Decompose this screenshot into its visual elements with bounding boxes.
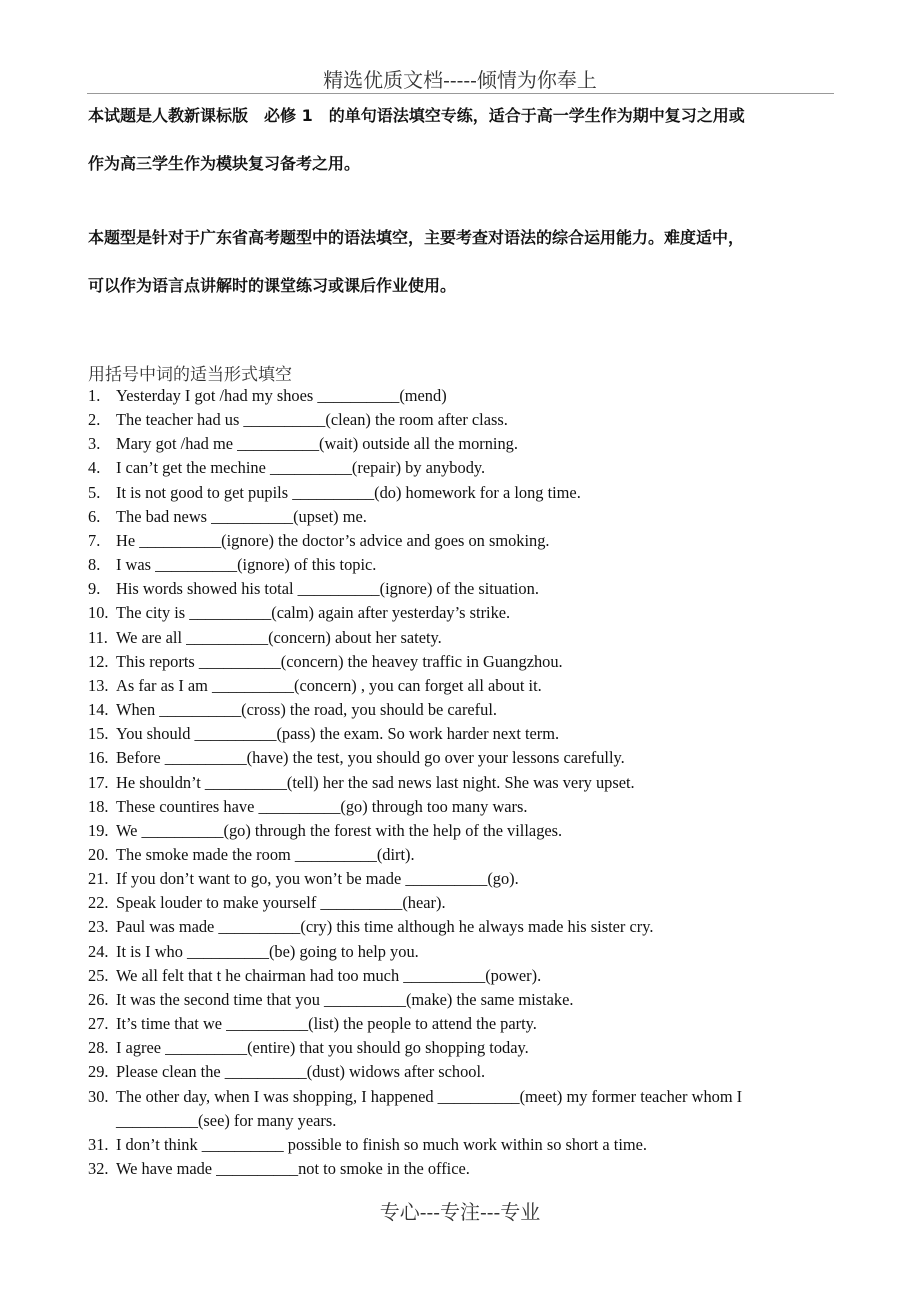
question-text: The teacher had us __________(clean) the room after class. — [116, 410, 508, 430]
question-text: It’s time that we __________(list) the people to attend the party. — [116, 1014, 537, 1034]
question-item — [88, 1060, 838, 1084]
question-item — [88, 891, 838, 915]
question-item — [88, 964, 838, 988]
question-item — [88, 456, 838, 480]
question-text: If you don’t want to go, you won’t be made __________(go). — [116, 869, 519, 889]
question-number: 3. — [88, 434, 101, 454]
question-item — [88, 795, 838, 819]
question-item — [88, 674, 838, 698]
question-number: 17. — [88, 772, 109, 792]
intro-paragraph-1-line-1: 本试题是人教新课标版 必修 1 的单句语法填空专练，适合于高一学生作为期中复习之用或 — [88, 106, 745, 125]
question-number: 18. — [88, 796, 109, 816]
question-item — [88, 384, 838, 408]
question-text: I don’t think __________ possible to finish so much work within so short a time. — [116, 1134, 648, 1154]
question-text: When __________(cross) the road, you should be careful. — [116, 700, 497, 720]
question-text: Mary got /had me __________(wait) outside all the morning. — [116, 434, 518, 454]
question-number: 8. — [88, 555, 101, 575]
question-number: 13. — [88, 675, 109, 695]
question-item — [88, 577, 838, 601]
question-item — [88, 940, 838, 964]
question-text: The bad news __________(upset) me. — [116, 506, 367, 526]
question-text: The city is __________(calm) again after yesterday’s strike. — [116, 603, 511, 623]
question-item — [88, 843, 838, 867]
question-item — [88, 1133, 838, 1157]
question-item — [88, 698, 838, 722]
question-number: 26. — [88, 989, 109, 1009]
question-item — [88, 746, 838, 770]
question-number: 27. — [88, 1014, 109, 1034]
question-number: 31. — [88, 1134, 109, 1154]
question-text: Please clean the __________(dust) widows after school. — [116, 1062, 486, 1082]
question-item — [88, 481, 838, 505]
question-item — [88, 650, 838, 674]
question-text: You should __________(pass) the exam. So work harder next term. — [116, 724, 560, 744]
question-number: 25. — [88, 965, 109, 985]
question-text: We __________(go) through the forest with the help of the villages. — [116, 820, 563, 840]
question-item — [88, 505, 838, 529]
page-footer: 专心---专注---专业 — [379, 1200, 541, 1224]
question-text: He __________(ignore) the doctor’s advice and goes on smoking. — [116, 530, 550, 550]
question-text: It is not good to get pupils __________(do) homework for a long time. — [116, 482, 581, 502]
question-text: We have made __________not to smoke in the office. — [116, 1159, 470, 1178]
question-item — [88, 1157, 838, 1181]
question-text: It was the second time that you __________(make) the same mistake. — [116, 989, 574, 1009]
question-number: 29. — [88, 1062, 109, 1082]
question-number: 23. — [88, 917, 109, 937]
question-text: This reports __________(concern) the heavey traffic in Guangzhou. — [116, 651, 563, 671]
question-text: It is I who __________(be) going to help you. — [116, 941, 419, 961]
question-number: 15. — [88, 724, 109, 744]
question-item — [88, 408, 838, 432]
intro-paragraph-2-line-2: 可以作为语言点讲解时的课堂练习或课后作业使用。 — [88, 276, 457, 295]
question-text: He shouldn’t __________(tell) her the sad news last night. She was very upset. — [116, 772, 635, 792]
question-text: His words showed his total __________(ignore) of the situation. — [116, 579, 539, 599]
section-title: 用括号中词的适当形式填空 — [88, 365, 292, 385]
question-number: 32. — [88, 1159, 109, 1178]
question-number: 12. — [88, 651, 109, 671]
question-text: The other day, when I was shopping, I happened __________(meet) my former teacher whom I — [116, 1086, 743, 1106]
question-number: 7. — [88, 530, 101, 550]
question-text-continued: __________(see) for many years. — [116, 1110, 337, 1130]
question-number: 19. — [88, 820, 109, 840]
question-text: We all felt that t he chairman had too much __________(power). — [116, 965, 542, 985]
question-number: 6. — [88, 506, 101, 526]
question-item — [88, 915, 838, 939]
question-text: These countires have __________(go) through too many wars. — [116, 796, 528, 816]
question-number: 11. — [88, 627, 108, 647]
question-item — [88, 529, 838, 553]
question-number: 24. — [88, 941, 109, 961]
question-number: 4. — [88, 458, 101, 478]
question-text: I can’t get the mechine __________(repair) by anybody. — [116, 458, 486, 478]
question-text: Yesterday I got /had my shoes __________(mend) — [116, 386, 447, 405]
question-number: 5. — [88, 482, 101, 502]
question-item — [88, 601, 838, 625]
question-number: 28. — [88, 1038, 109, 1058]
question-item — [88, 553, 838, 577]
question-item — [88, 432, 838, 456]
question-number: 10. — [88, 603, 109, 623]
question-item — [88, 1085, 838, 1133]
question-text: Paul was made __________(cry) this time although he always made his sister cry. — [116, 917, 654, 937]
question-number: 1. — [88, 386, 101, 405]
question-number: 2. — [88, 410, 101, 430]
question-number: 22. — [88, 893, 109, 913]
question-number: 14. — [88, 700, 109, 720]
question-item — [88, 1012, 838, 1036]
question-text: I was __________(ignore) of this topic. — [116, 555, 377, 575]
question-item — [88, 626, 838, 650]
question-number: 21. — [88, 869, 109, 889]
intro-paragraph-1-line-2: 作为高三学生作为模块复习备考之用。 — [88, 154, 361, 173]
header-divider — [87, 93, 834, 94]
question-text: As far as I am __________(concern) , you can forget all about it. — [116, 675, 542, 695]
question-number: 30. — [88, 1086, 109, 1106]
question-item — [88, 771, 838, 795]
question-list — [88, 384, 838, 1181]
question-text: Speak louder to make yourself __________(hear). — [116, 893, 446, 913]
question-text: Before __________(have) the test, you should go over your lessons carefully. — [116, 748, 625, 768]
question-number: 16. — [88, 748, 109, 768]
question-item — [88, 867, 838, 891]
question-item — [88, 1036, 838, 1060]
question-number: 20. — [88, 844, 109, 864]
question-text: The smoke made the room __________(dirt). — [116, 844, 415, 864]
question-text: I agree __________(entire) that you should go shopping today. — [116, 1038, 529, 1058]
page-header: 精选优质文档-----倾情为你奉上 — [323, 68, 597, 92]
question-number: 9. — [88, 579, 101, 599]
question-item — [88, 988, 838, 1012]
question-item — [88, 819, 838, 843]
intro-paragraph-2-line-1: 本题型是针对于广东省高考题型中的语法填空，主要考查对语法的综合运用能力。难度适中， — [88, 228, 745, 247]
question-item — [88, 722, 838, 746]
question-text: We are all __________(concern) about her satety. — [116, 627, 442, 647]
